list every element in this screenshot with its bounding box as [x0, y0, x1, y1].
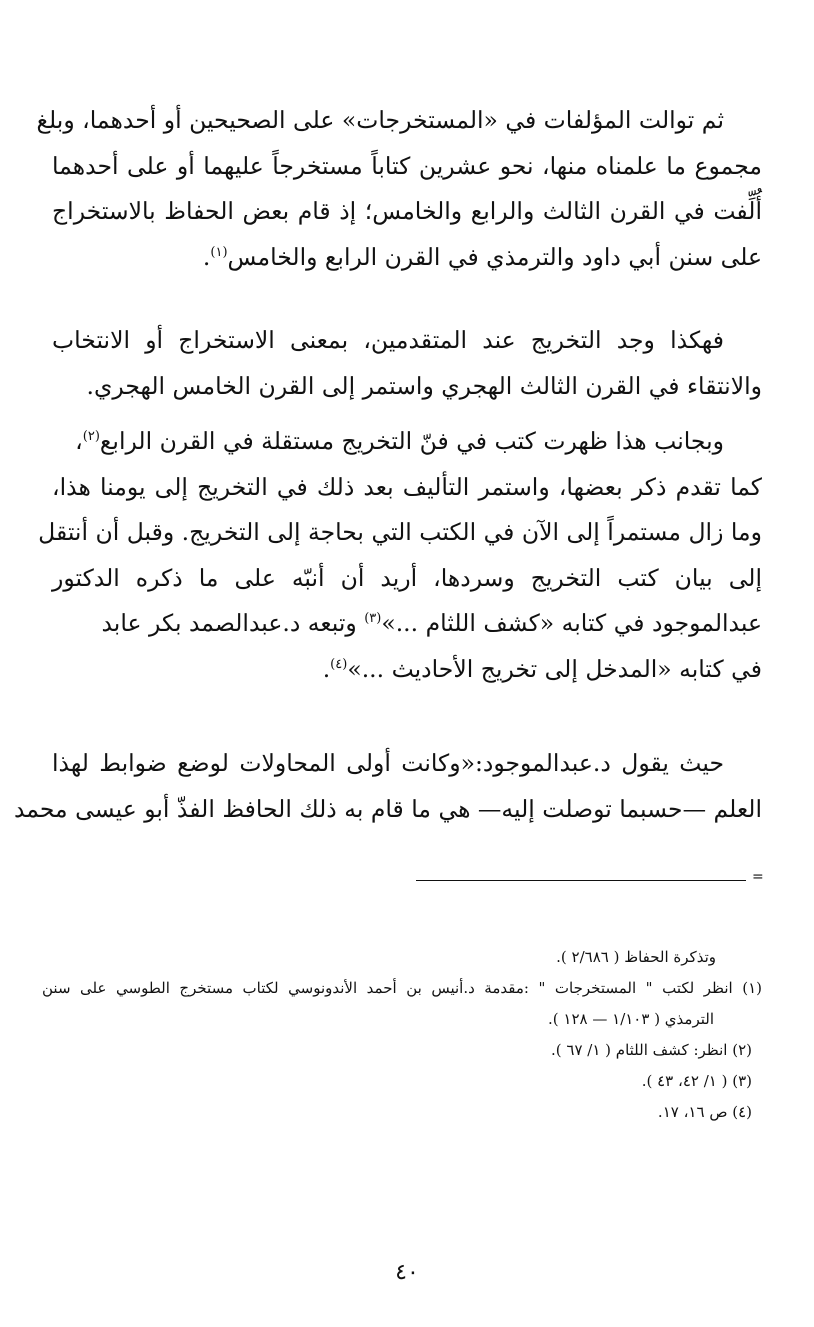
- text-line: حيث يقول د.عبدالموجود:«وكانت أولى المحاولات لوضع ضوابط لهذا: [52, 749, 724, 777]
- text-line: [52, 647, 762, 693]
- text-line: [52, 235, 762, 281]
- footnotes: [42, 942, 762, 1128]
- footnote-ref-4[interactable]: (٤): [330, 656, 348, 672]
- paragraph-4: [13, 741, 762, 832]
- text-line: فهكذا وجد التخريج عند المتقدمين، بمعنى الاستخراج أو الانتخاب: [52, 326, 724, 354]
- text-segment: .: [322, 654, 331, 683]
- footnote-ref-1[interactable]: (١): [210, 244, 228, 260]
- paragraph-2: [52, 318, 762, 409]
- footnote-ref-2[interactable]: (٢): [82, 429, 100, 445]
- text-segment: عبدالموجود في كتابه «كشف اللثام ...»: [381, 609, 762, 637]
- footnote-3: (٣) ( ١/ ٤٢، ٤٣ ).: [641, 1072, 752, 1090]
- separator-mark: =: [752, 869, 764, 885]
- footnote-ref-3[interactable]: (٣): [364, 611, 382, 627]
- footnote-2: (٢) انظر: كشف اللثام ( ١/ ٦٧ ).: [551, 1041, 752, 1059]
- text-line: والانتقاء في القرن الثالث الهجري واستمر إلى القرن الخامس الهجري.: [86, 371, 762, 400]
- text-segment: وتبعه د.عبدالصمد بكر عابد: [101, 609, 365, 637]
- text-line: كما تقدم ذكر بعضها، واستمر التأليف بعد ذلك في التخريج إلى يومنا هذا،: [52, 472, 762, 501]
- footnote-1-continued: الترمذي ( ١/١٠٣ — ١٢٨ ).: [548, 1010, 714, 1028]
- text-segment: في كتابه «المدخل إلى تخريج الأحاديث ...»: [347, 654, 762, 683]
- paragraph-3: [38, 419, 762, 692]
- page-number: ٤٠: [395, 1260, 419, 1285]
- text-line: [52, 601, 762, 647]
- footnote-1: (١) انظر لكتب " المستخرجات " :مقدمة د.أنيس بن أحمد الأندونوسي لكتاب مستخرج الطوسي على سنن: [42, 979, 762, 997]
- text-line: [52, 419, 762, 465]
- footnote-4: (٤) ص ١٦، ١٧.: [657, 1103, 752, 1121]
- text-segment: ،: [75, 427, 83, 455]
- text-line: وما زال مستمراً إلى الآن في الكتب التي بحاجة إلى التخريج. وقبل أن أنتقل: [38, 518, 762, 546]
- text-line: إلى بيان كتب التخريج وسردها، أريد أن أنبّه على ما ذكره الدكتور: [52, 563, 762, 592]
- text-line: العلم —حسبما توصلت إليه— هي ما قام به ذلك الحافظ الفذّ أبو عيسى محمد: [13, 794, 762, 823]
- footnote-continuation: وتذكرة الحفاظ ( ٢/٦٨٦ ).: [556, 948, 716, 966]
- footnote-separator: [416, 880, 746, 881]
- text-line: مجموع ما علمناه منها، نحو عشرين كتاباً مستخرجاً عليهما أو على أحدهما: [52, 151, 762, 180]
- text-segment: على سنن أبي داود والترمذي في القرن الرابع والخامس: [227, 242, 762, 271]
- text-segment: .: [202, 242, 211, 271]
- text-line: ثم توالت المؤلفات في «المستخرجات» على الصحيحين أو أحدهما، وبلغ: [36, 106, 724, 134]
- text-segment: وبجانب هذا ظهرت كتب في فنّ التخريج مستقلة في القرن الرابع: [99, 427, 724, 455]
- paragraph-1: [36, 98, 762, 280]
- text-line: أُلِّفت في القرن الثالث والرابع والخامس؛ إذ قام بعض الحفاظ بالاستخراج: [52, 197, 762, 225]
